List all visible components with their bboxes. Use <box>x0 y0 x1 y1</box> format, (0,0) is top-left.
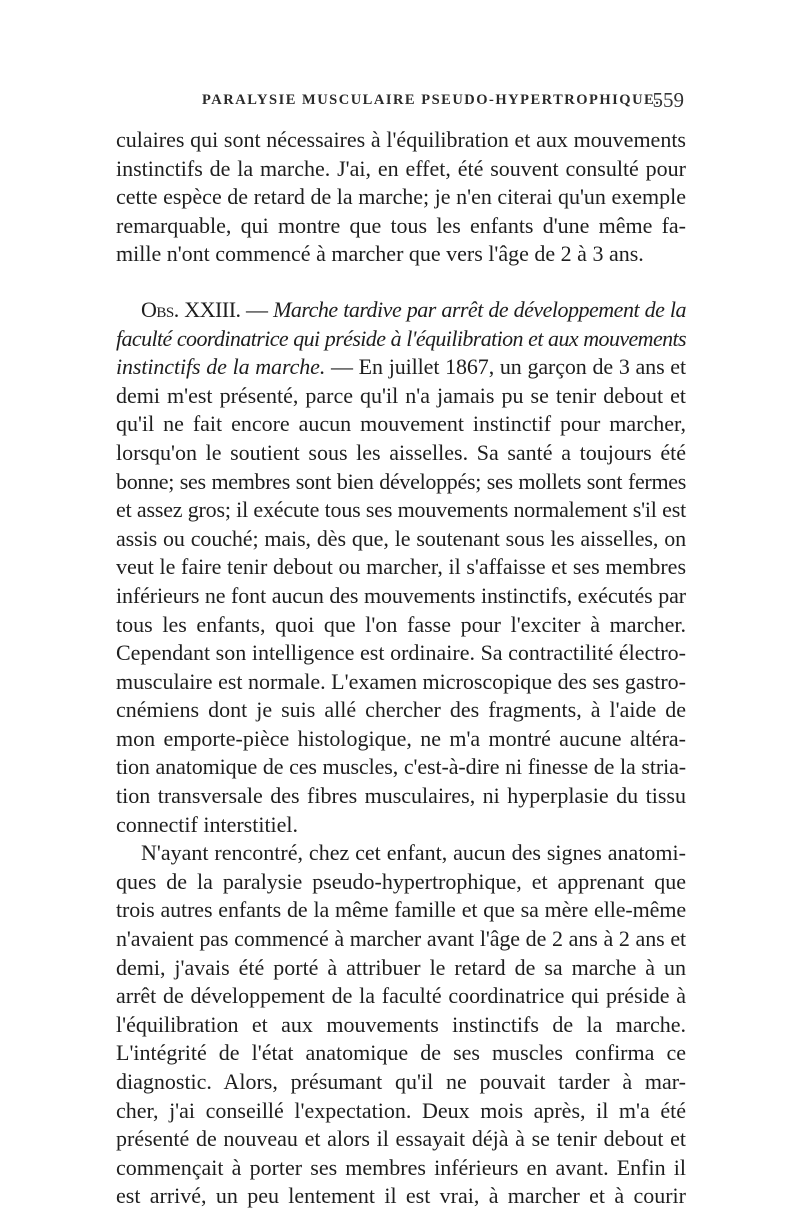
text-line: musculaire est normale. L'examen microscopique des ses gastro- <box>116 668 686 694</box>
text-line: tous les enfants, quoi que l'on fasse pour l'exciter à marcher. <box>116 611 686 637</box>
page-number: 559 <box>652 88 684 112</box>
text-line: instinctifs de la marche. J'ai, en effet, été souvent consulté pour <box>116 155 686 181</box>
text-line <box>116 296 686 325</box>
text-line: mon emporte-pièce histologique, ne m'a montré aucune altéra- <box>116 725 686 751</box>
text-line: N'ayant rencontré, chez cet enfant, aucun des signes anatomi- <box>141 840 686 866</box>
text-line: Cependant son intelligence est ordinaire. Sa contractilité électro- <box>116 640 686 666</box>
observation-dash: — <box>240 296 274 322</box>
text-line: demi, j'avais été porté à attribuer le retard de sa marche à un <box>116 954 686 980</box>
text-line: cette espèce de retard de la marche; je n'en citerai qu'un exemple <box>116 184 686 210</box>
body-text <box>116 126 686 1211</box>
text-line: lorsqu'on le soutient sous les aisselles. Sa santé a toujours été <box>116 439 686 465</box>
text-line: connectif interstitiel. <box>116 811 299 837</box>
observation-title: Marche tardive par arrêt de développement de la <box>273 296 686 322</box>
running-header <box>118 88 684 122</box>
text-line <box>116 353 686 382</box>
paragraph <box>116 839 686 1211</box>
text-line: présenté de nouveau et alors il essayait déjà à se tenir debout et <box>116 1126 686 1152</box>
text-line: qu'il ne fait encore aucun mouvement instinctif pour marcher, <box>116 411 686 437</box>
text-line: tion anatomique de ces muscles, c'est-à-dire ni finesse de la stria- <box>116 754 686 780</box>
text-line: trois autres enfants de la même famille et que sa mère elle-même <box>116 897 686 923</box>
observation-title: instinctifs de la marche. <box>116 354 326 380</box>
text-line: inférieurs ne font aucun des mouvements instinctifs, exécutés par <box>116 582 686 608</box>
text-line: veut le faire tenir debout ou marcher, il s'affaisse et ses membres <box>116 554 686 580</box>
text-line: assis ou couché; mais, dès que, le soutenant sous les aisselles, on <box>116 525 686 551</box>
text-line: est arrivé, un peu lentement il est vrai, à marcher et à courir <box>116 1183 686 1209</box>
text-line: ques de la paralysie pseudo-hypertrophique, et apprenant que <box>116 868 686 894</box>
text-line: et assez gros; il exécute tous ses mouvements normalement s'il est <box>116 497 686 523</box>
text-line: tion transversale des fibres musculaires, ni hyperplasie du tissu <box>116 783 686 809</box>
text-line: culaires qui sont nécessaires à l'équilibration et aux mouvements <box>116 127 686 152</box>
observation-paragraph <box>116 296 686 839</box>
text-line: mille n'ont commencé à marcher que vers l'âge de 2 à 3 ans. <box>116 241 644 267</box>
running-title: PARALYSIE MUSCULAIRE PSEUDO-HYPERTROPHIQUE. <box>202 92 661 108</box>
text-line: bonne; ses membres sont bien développés; ses mollets sont fermes <box>116 468 686 494</box>
text-line: n'avaient pas commencé à marcher avant l'âge de 2 ans à 2 ans et <box>116 926 686 952</box>
observation-title: faculté coordinatrice qui préside à l'équilibration et aux mouvements <box>116 325 686 351</box>
text-line: L'intégrité de l'état anatomique de ses muscles confirma ce <box>116 1040 686 1066</box>
text-line: l'équilibration et aux mouvements instinctifs de la marche. <box>116 1011 686 1037</box>
text-line: cnémiens dont je suis allé chercher des fragments, à l'aide de <box>116 697 686 723</box>
text-line: remarquable, qui montre que tous les enfants d'une même fa- <box>116 212 686 238</box>
paragraph-continuation <box>116 126 686 269</box>
text-line: commençait à porter ses membres inférieurs en avant. Enfin il <box>116 1154 686 1180</box>
text-line: cher, j'ai conseillé l'expectation. Deux mois après, il m'a été <box>116 1097 686 1123</box>
text-line: demi m'est présenté, parce qu'il n'a jamais pu se tenir debout et <box>116 382 686 408</box>
text-line: arrêt de développement de la faculté coordinatrice qui préside à <box>116 983 686 1009</box>
observation-intro: — En juillet 1867, un garçon de 3 ans et <box>325 354 686 380</box>
observation-label: Obs. XXIII. <box>141 296 241 322</box>
text-line: diagnostic. Alors, présumant qu'il ne pouvait tarder à mar- <box>116 1069 686 1094</box>
